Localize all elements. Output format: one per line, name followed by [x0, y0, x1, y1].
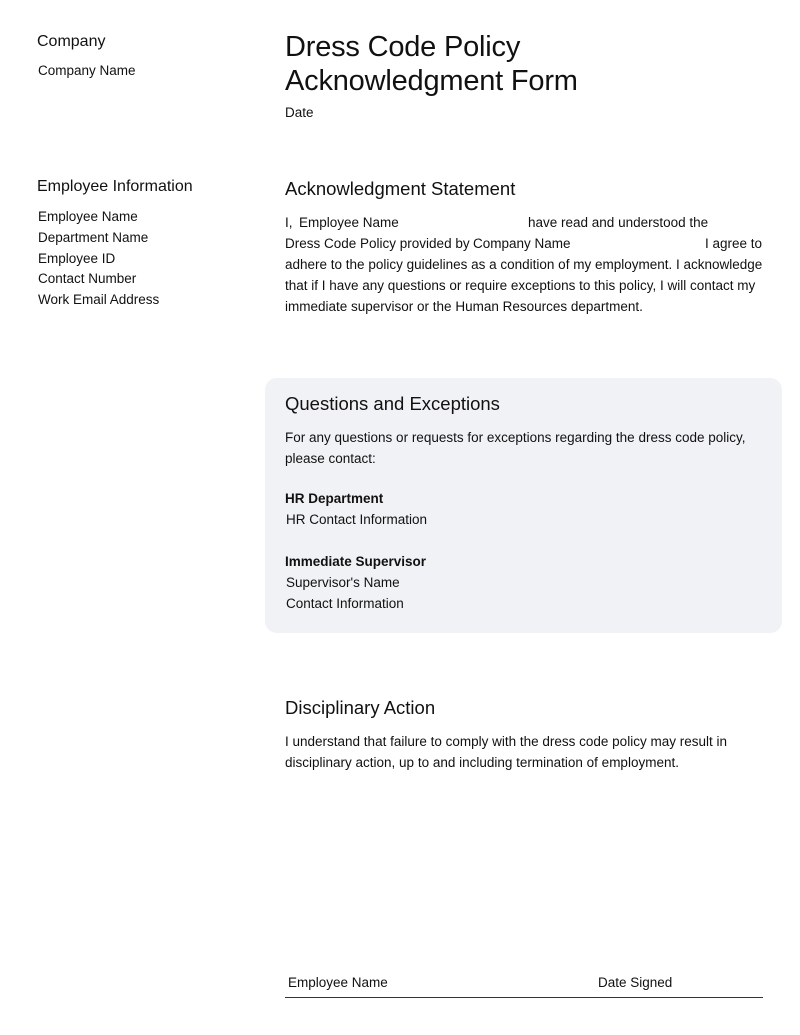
disciplinary-body: I understand that failure to comply with the dress code policy may result in disciplinary action, up to and including termination of employment.: [285, 734, 727, 770]
acknowledgment-line-2: [285, 233, 765, 254]
department-name-field: Department Name: [38, 229, 149, 245]
acknowledgment-line-1: [285, 212, 765, 233]
company-heading: Company: [37, 33, 106, 50]
signature-name-label: Employee Name: [288, 975, 388, 990]
signature-line[interactable]: [285, 997, 763, 998]
ack-text-4: adhere to the policy guidelines as a condition of my employment. I acknowledge that if I have any questions or require exceptions to this policy, I will contact my immediate supervisor or the Human Resources department.: [285, 257, 763, 314]
employee-info-list: [38, 207, 159, 311]
employee-name-blank: Employee Name: [299, 215, 399, 230]
supervisor-name: Supervisor's Name: [286, 575, 400, 590]
supervisor-label: Immediate Supervisor: [285, 554, 427, 569]
ack-prefix: I,: [285, 215, 293, 230]
employee-id-field: Employee ID: [38, 250, 116, 266]
supervisor-contact: Contact Information: [286, 596, 404, 611]
disciplinary-title: Disciplinary Action: [285, 697, 436, 718]
questions-title: Questions and Exceptions: [285, 393, 500, 414]
contact-number-field: Contact Number: [38, 271, 137, 287]
questions-body: For any questions or requests for exceptions regarding the dress code policy, please contact:: [285, 430, 746, 466]
company-name-blank: Company Name: [473, 236, 571, 251]
hr-contact-info: HR Contact Information: [286, 512, 428, 527]
acknowledgment-title: Acknowledgment Statement: [285, 178, 516, 199]
acknowledgment-body: [285, 212, 765, 317]
hr-department-label: HR Department: [285, 491, 384, 506]
company-name: Company Name: [38, 63, 136, 78]
ack-text-1: have read and understood the: [528, 215, 709, 230]
employee-info-heading: Employee Information: [37, 178, 193, 195]
date-label: Date: [285, 105, 314, 120]
employee-name-field: Employee Name: [38, 209, 138, 224]
page-title: Dress Code Policy Acknowledgment Form: [285, 31, 578, 97]
signature-date-label: Date Signed: [598, 975, 673, 990]
ack-text-2: Dress Code Policy provided by: [285, 236, 470, 251]
ack-text-3: I agree to: [705, 236, 763, 251]
work-email-field: Work Email Address: [38, 292, 160, 308]
